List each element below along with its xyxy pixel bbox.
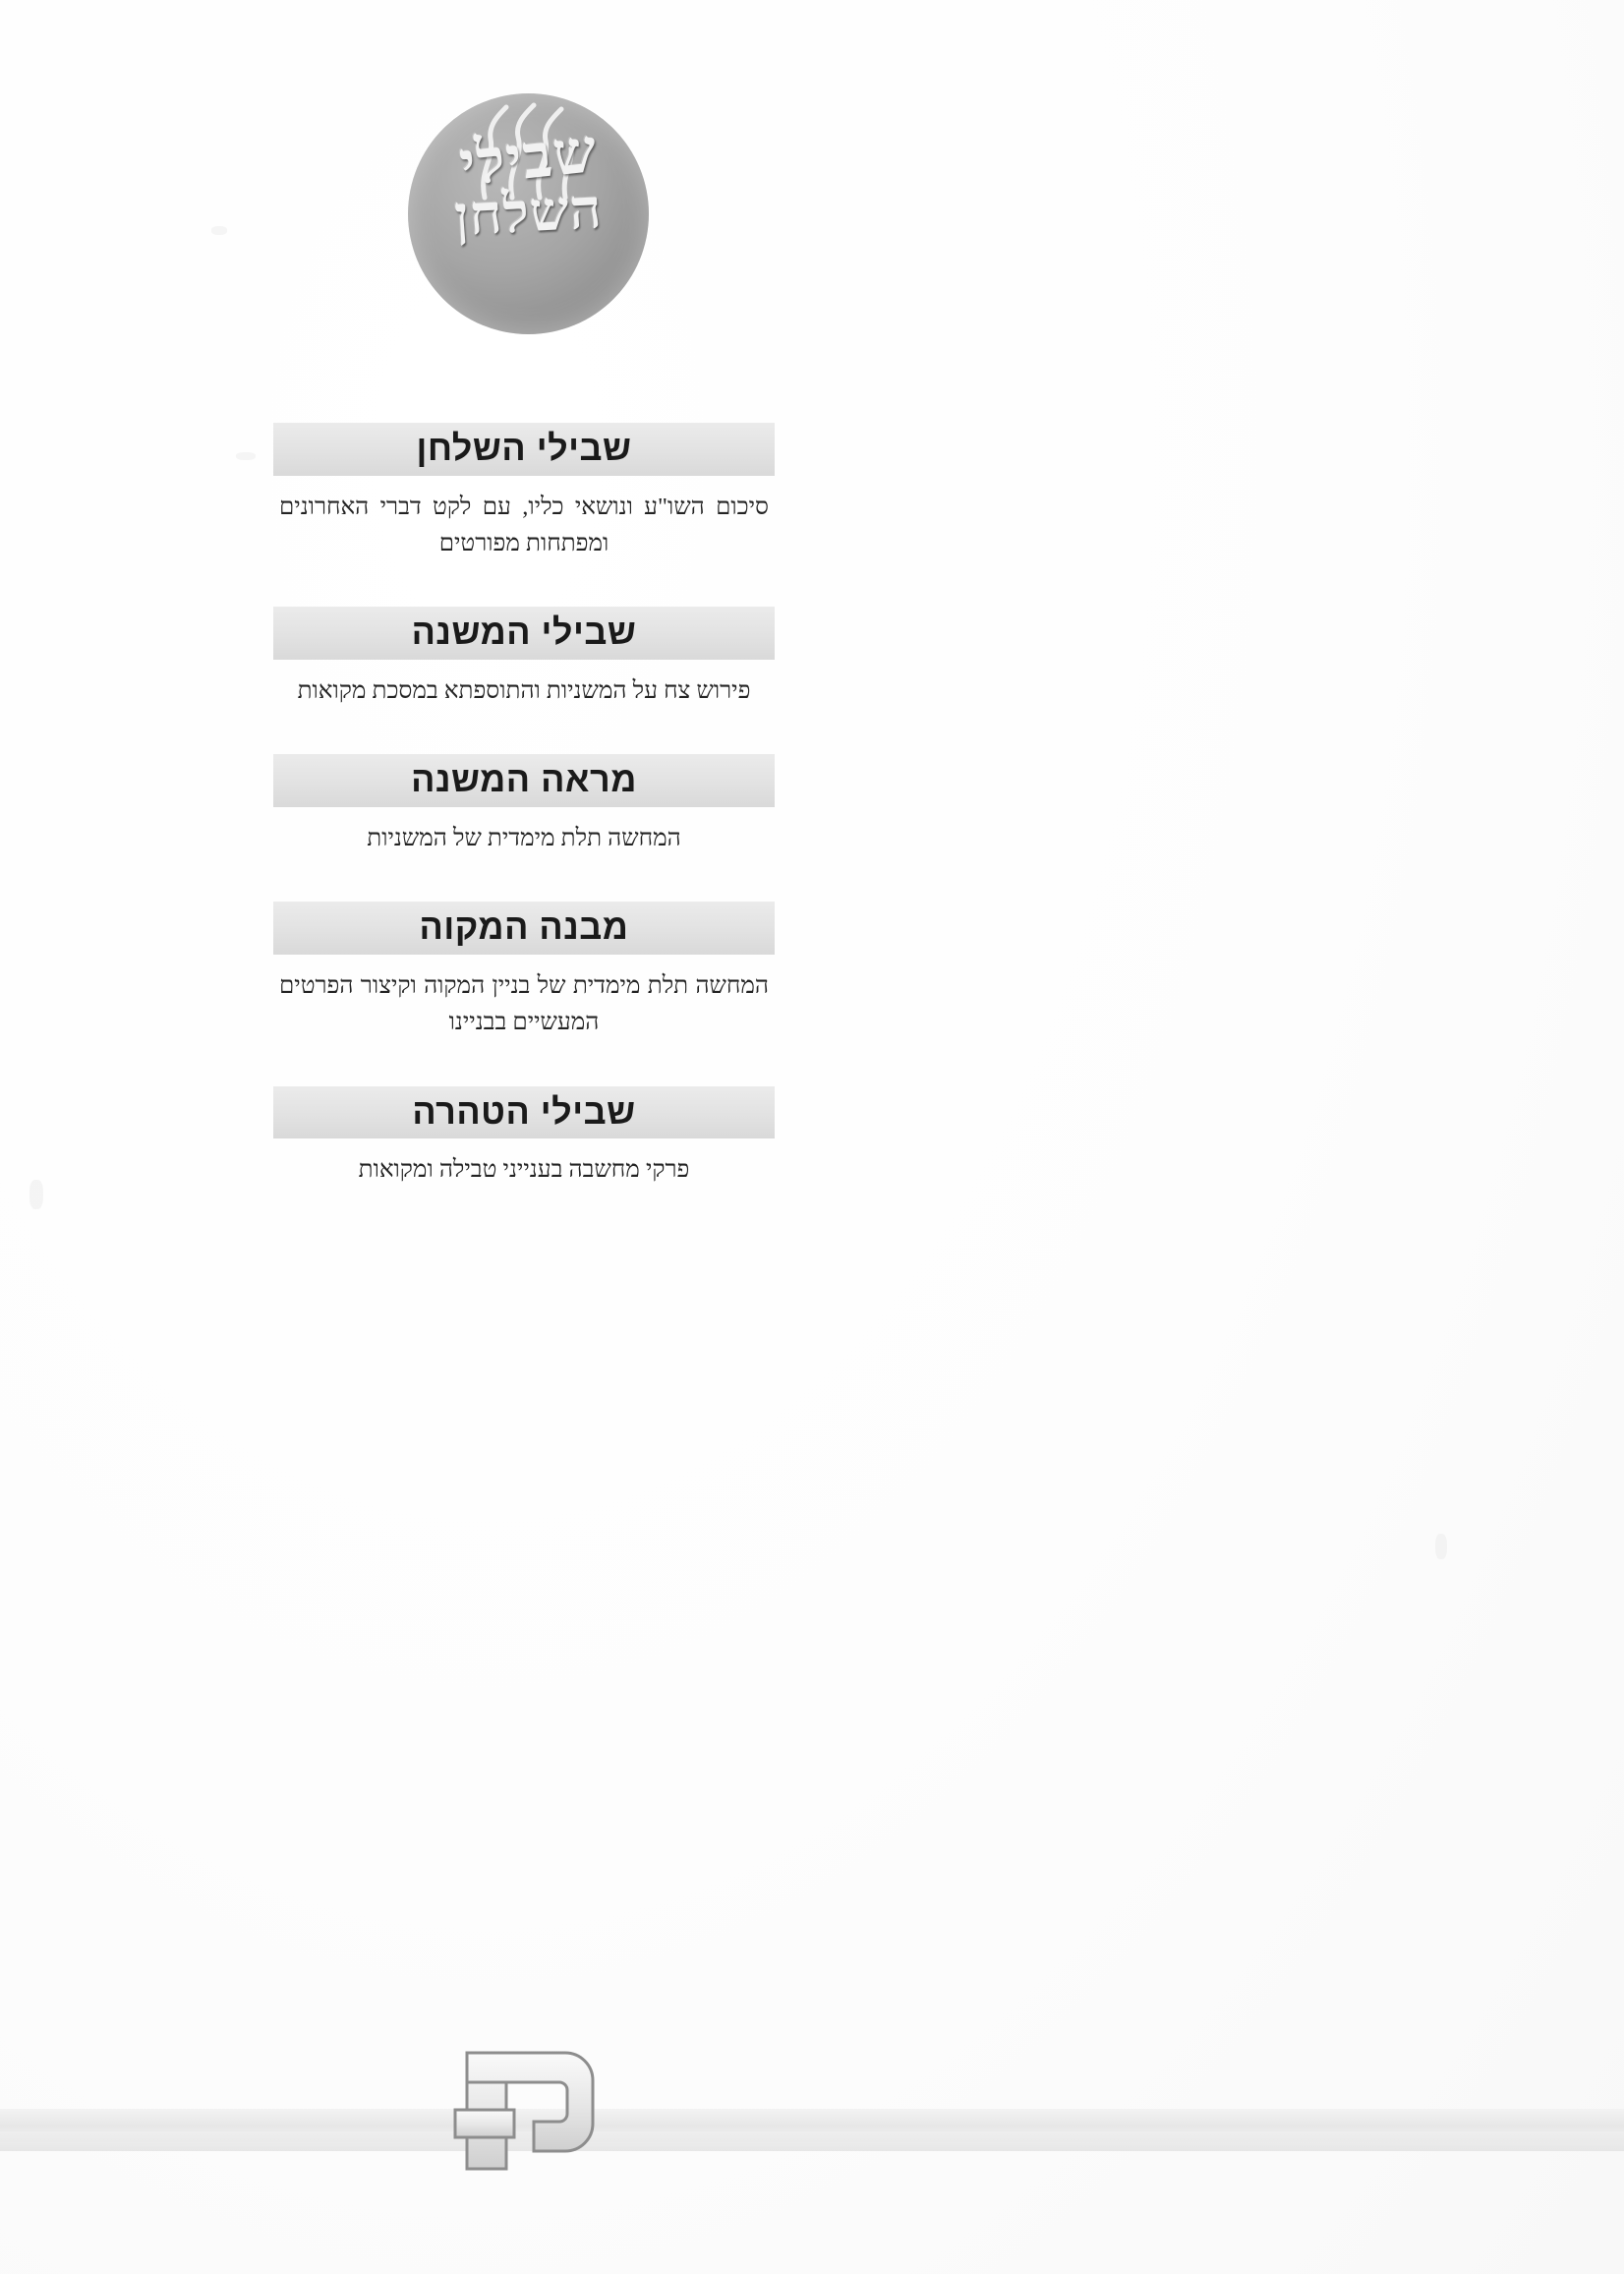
series-entry-title: שבילי הטהרה bbox=[412, 1090, 636, 1132]
series-list bbox=[273, 423, 775, 1189]
series-entry-description: פירוש צח על המשניות והתוספתא במסכת מקואות bbox=[297, 677, 751, 705]
series-entry-title-bar bbox=[273, 607, 775, 660]
emblem-line-2: השלחן bbox=[452, 179, 605, 248]
publisher-logo-icon bbox=[447, 2025, 609, 2197]
series-entry-description: פרקי מחשבה בענייני טבילה ומקואות bbox=[358, 1156, 690, 1184]
footer-band-secondary bbox=[0, 2131, 1624, 2151]
scan-artifact bbox=[29, 1180, 43, 1209]
series-entry bbox=[273, 754, 775, 856]
series-entry-title-bar bbox=[273, 902, 775, 955]
series-entry bbox=[273, 423, 775, 561]
emblem-text bbox=[408, 117, 649, 248]
series-entry-description: המחשה תלת מימדית של המשניות bbox=[367, 825, 681, 852]
series-entry bbox=[273, 902, 775, 1040]
series-entry bbox=[273, 1086, 775, 1189]
scan-artifact bbox=[211, 226, 227, 235]
series-entry-title-bar bbox=[273, 423, 775, 476]
scan-artifact bbox=[236, 452, 256, 460]
series-entry-description: סיכום השו"ע ונושאי כליו, עם לקט דברי האחרונים ומפתחות מפורטים bbox=[279, 493, 769, 557]
series-entry-title: שבילי השלחן bbox=[416, 428, 632, 468]
series-entry-description: המחשה תלת מימדית של בניין המקוה וקיצור הפרטים המעשיים בבניינו bbox=[279, 972, 769, 1036]
emblem-line-1: שבילי bbox=[456, 117, 601, 200]
series-entry-title-bar bbox=[273, 754, 775, 807]
series-emblem bbox=[408, 93, 649, 334]
scan-artifact bbox=[1435, 1534, 1447, 1559]
series-entry-title-bar bbox=[273, 1086, 775, 1139]
series-entry-title: שבילי המשנה bbox=[411, 612, 637, 653]
series-entry-title: מראה המשנה bbox=[411, 759, 637, 800]
series-entry bbox=[273, 607, 775, 709]
series-entry-title: מבנה המקוה bbox=[419, 906, 629, 948]
